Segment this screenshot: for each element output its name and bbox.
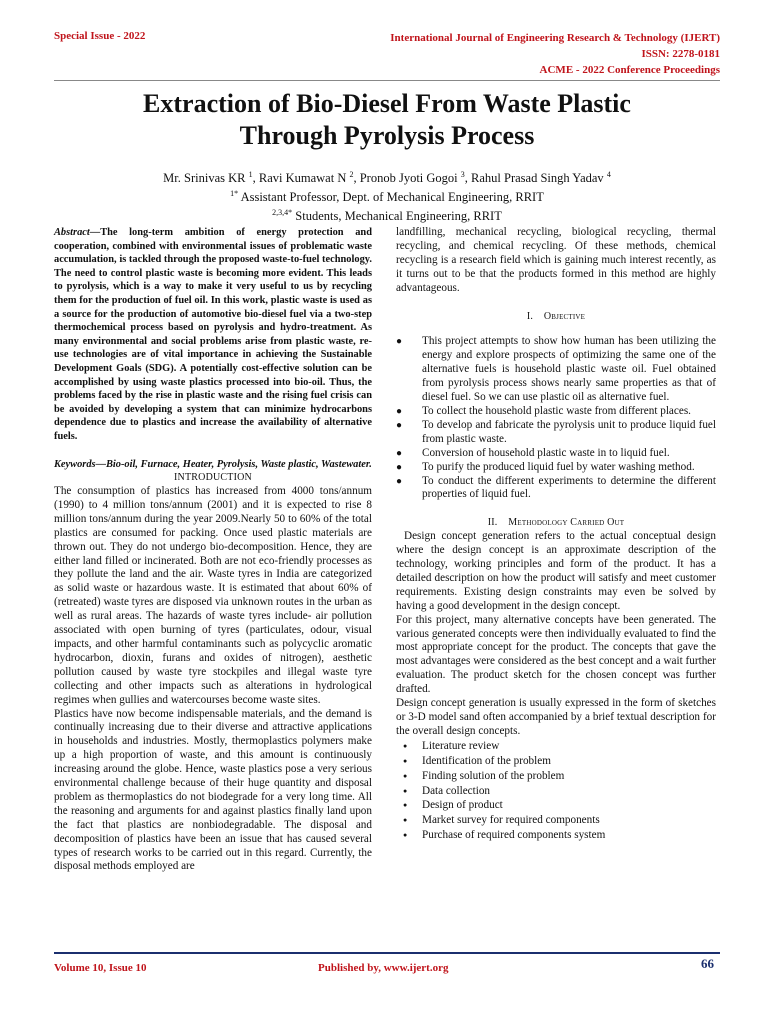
list-item: ● Data collection	[396, 784, 716, 799]
title-line-1: Extraction of Bio-Diesel From Waste Plastic	[143, 89, 631, 118]
paper-title	[54, 88, 720, 152]
section-title: Methodology Carried Out	[508, 517, 625, 529]
introduction-heading: INTRODUCTION	[174, 472, 252, 484]
right-column	[396, 226, 716, 843]
page-number: 66	[701, 956, 714, 971]
author-sup: 1	[248, 170, 253, 179]
footer-publisher: Published by, www.ijert.org	[318, 962, 449, 974]
author-sup: 3	[460, 170, 465, 179]
affiliation-line	[54, 205, 720, 224]
methodology-paragraph: Design concept generation refers to the actual conceptual design where the design concept is an approximate description of the technology, working principles and form of the product. It has a detailed description on how the product will satisfy and meet customer requirements. Existing design constraints may even be solved by having a good development in the design concept.	[396, 530, 716, 612]
introduction-paragraph: The consumption of plastics has increased from 4000 tons/annum (1990) to 4 million tons/annum (2001) and it is expected to rise 8 million tons/annum during the year 2009.Nearly 50 to 60% of the total plastics are consumed for packing. Once used plastic materials are thrown out. They do not undergo bio-decomposition. Hence, they are either land filled or incinerated. Both are not eco-friendly processes as they pollute the land and the air. Waste tyres in India are categorized as solid waste or hazardous waste. It is estimated that about 60% of (retreated) waste tyres are disposed via unknown routes in the urban as well as rural areas. The hazards of waste tyres include- air pollution associated with open burning of tyres (particulates, odour, visual impacts, and other harmful contaminants such as polycyclic aromatic hydrocarbon, dioxin, furans and oxides of nitrogen), aesthetic pollution caused by waste tyre stockpiles and illegal waste tyre collecting and other impacts such as alterations in hydrological regimes when gullies and watercourses become waste sites.	[54, 485, 372, 706]
methodology-paragraph: For this project, many alternative concepts have been generated. The various generated concepts were then individually evaluated to find the most appropriate concept for the product. The concepts that gave the most advantages were considered as the best concept and a wait further evaluation. The product sketch for the chosen concept was further drafted.	[396, 613, 716, 696]
abstract-label: Abstract	[54, 227, 90, 238]
affiliation-line	[54, 186, 720, 205]
footer-divider	[54, 952, 720, 954]
list-item: ● Design of product	[396, 798, 716, 813]
abstract-text: —The long-term ambition of energy protection and cooperation, combined with environmental issues of problematic waste accumulation, is tackled through the proposed waste-to-fuel technology. The need to control plastic waste is becoming more evident. This leads to pyrolysis, which is a way to make it very useful to us by recycling them for the production of fuel oil. In this work, plastic waste is used as a source for the production of automotive bio-diesel fuel via a two-step thermochemical process based on pyrolysis and hydro-treatment. As many environmental and social problems arise from plastic waste, re-use technologies are of vital importance in achieving the Sustainable Development Goals (SDG). A potentially cost-effective solution can be accomplished by using waste plastics processed into bio-oil. Thus, the problems faced by the rise in plastic waste and the rising fuel crisis can be avoided by developing a system that can minimize hydrocarbons dependence due to plastics and increase the availability of alternative fuels.	[54, 227, 372, 442]
list-item: ● This project attempts to show how human has been utilizing the energy and explore prospects of optimizing the same one of the alternative fuels is household plastic waste oil. Fuel obtained from pyrolysis process shows nearly same properties as that of diesel fuel. So we can use plastic oil as alternative fuel.	[396, 335, 716, 405]
list-item: ● To purify the produced liquid fuel by water washing method.	[396, 461, 716, 475]
author-name: Mr. Srinivas KR	[163, 171, 246, 186]
list-item: ● Identification of the problem	[396, 754, 716, 769]
section-number: II.	[487, 517, 498, 529]
steps-list	[396, 739, 716, 843]
author-list: Mr. Srinivas KR $^1$, Ravi Kumawat N $^2$, Pronob Jyoti Gogoi $^3$, Rahul Prasad Singh Yadav $^4$	[163, 170, 611, 186]
affiliation-text: Students, Mechanical Engineering, RRIT	[295, 209, 502, 224]
list-item: ● To collect the household plastic waste from different places.	[396, 405, 716, 419]
list-item: ● Finding solution of the problem	[396, 769, 716, 784]
affiliation-sup: 1*	[230, 189, 239, 199]
affiliation-sup: 2,3,4*	[272, 208, 293, 218]
objective-list	[396, 335, 716, 502]
author-sup: 2	[349, 170, 354, 179]
list-item: ● To conduct the different experiments to determine the different properties of liquid fuel.	[396, 475, 716, 503]
continuation-paragraph: landfilling, mechanical recycling, biological recycling, thermal recycling, and chemical recycling. Of these methods, chemical recycling is a research field which is gaining much interest recently, as it turns out to be that the products formed in this method are highly advantageous.	[396, 226, 716, 294]
author-name: Pronob Jyoti Gogoi	[359, 171, 458, 186]
introduction-paragraph: Plastics have now become indispensable materials, and the demand is continually increasing due to their diverse and attractive applications in households and industries. Mostly, thermoplastics polymers make up a high proportion of waste, and this amount is continuously increasing around the globe. Hence, waste plastics pose a very serious environmental challenge because of their huge quantity and disposal problem as thermoplastics do not biodegrade for a very long time. All the reasoning and arguments for and against plastics finally land upon the fact that plastics are nonbiodegradable. The disposal and decomposition of plastics have been an issue that has caused several types of research works to be carried out in this regard. Currently, the disposal methods employed are	[54, 707, 372, 873]
list-item: ● Purchase of required components system	[396, 828, 716, 843]
left-column	[54, 226, 372, 874]
list-item: ● Conversion of household plastic waste in to liquid fuel.	[396, 447, 716, 461]
title-line-2: Through Pyrolysis Process	[239, 121, 535, 150]
header-journal-info	[390, 30, 720, 78]
header-issue: Special Issue - 2022	[54, 30, 146, 42]
conference-name: ACME - 2022 Conference Proceedings	[539, 64, 720, 76]
methodology-paragraph: Design concept generation is usually expressed in the form of sketches or 3-D model sand often accompanied by a brief textual description for the overall design concepts.	[396, 697, 716, 737]
header-divider	[54, 80, 720, 81]
list-item: ● Literature review	[396, 739, 716, 754]
footer-volume: Volume 10, Issue 10	[54, 962, 147, 974]
affiliation-text: Assistant Professor, Dept. of Mechanical Engineering, RRIT	[240, 190, 544, 205]
section-title: Objective	[543, 310, 586, 322]
list-item: ● To develop and fabricate the pyrolysis unit to produce liquid fuel from plastic waste.	[396, 419, 716, 447]
objective-heading	[396, 310, 716, 324]
author-sup: 4	[606, 170, 611, 179]
methodology-heading	[396, 516, 716, 530]
abstract	[54, 226, 372, 444]
journal-name: International Journal of Engineering Research & Technology (IJERT)	[390, 32, 720, 44]
keywords: Keywords—Bio-oil, Furnace, Heater, Pyrolysis, Waste plastic, Wastewater.	[54, 458, 372, 470]
author-block	[54, 167, 720, 224]
list-item: ● Market survey for required components	[396, 813, 716, 828]
section-number: I.	[526, 310, 534, 322]
author-name: Ravi Kumawat N	[258, 171, 347, 186]
author-name: Rahul Prasad Singh Yadav	[471, 171, 604, 186]
journal-issn: ISSN: 2278-0181	[641, 48, 720, 60]
